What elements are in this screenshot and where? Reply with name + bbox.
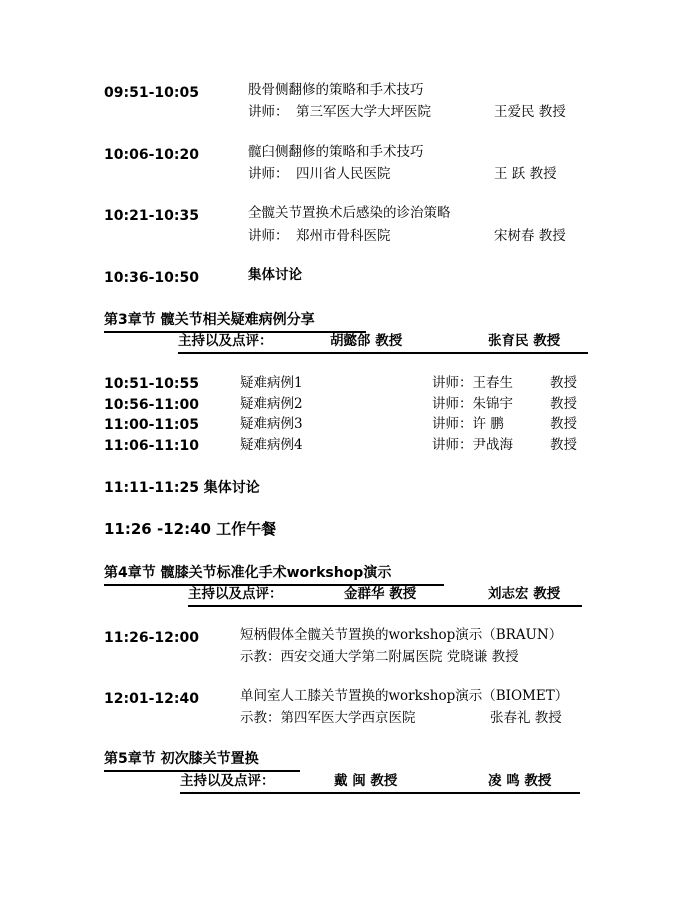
- host-name: 胡懿郃 教授: [330, 333, 403, 349]
- case-role: 教授: [550, 416, 577, 432]
- time-slot: 10:36-10:50: [104, 270, 199, 286]
- lunch-slot: 11:26 -12:40 工作午餐: [104, 520, 277, 538]
- time-slot: 12:01-12:40: [104, 691, 199, 707]
- discussion-label: 集体讨论: [248, 267, 302, 283]
- lecturer-label: 讲师：: [248, 228, 289, 244]
- talk-title: 髋臼侧翻修的策略和手术技巧: [248, 144, 424, 160]
- host-underline: [178, 352, 588, 354]
- lecturer-name: 王 跃 教授: [494, 166, 557, 182]
- case-role: 教授: [550, 375, 577, 391]
- case-title: 疑难病例1: [240, 375, 303, 391]
- workshop-title: 短柄假体全髋关节置换的workshop演示（BRAUN）: [240, 627, 563, 643]
- lecturer-org: 第三军医大学大坪医院: [296, 104, 431, 120]
- section-title: 第4章节 髋膝关节标准化手术workshop演示: [104, 565, 392, 581]
- lecturer-org: 郑州市骨科医院: [296, 228, 391, 244]
- discussion-slot: 11:11-11:25 集体讨论: [104, 480, 260, 496]
- host-label: 主持以及点评：: [178, 333, 273, 349]
- section-title-underline: [104, 770, 300, 772]
- case-title: 疑难病例4: [240, 437, 303, 453]
- workshop-demo-org: 示教：第四军医大学西京医院: [240, 710, 416, 726]
- host-name: 刘志宏 教授: [488, 586, 561, 602]
- case-lecturer: 讲师：许 鹏: [432, 416, 504, 432]
- lecturer-label: 讲师：: [248, 104, 289, 120]
- lecturer-org: 四川省人民医院: [296, 166, 391, 182]
- lecturer-name: 宋树春 教授: [494, 228, 566, 244]
- case-lecturer: 讲师：尹战海: [432, 437, 513, 453]
- host-label: 主持以及点评：: [180, 773, 275, 789]
- lecturer-label: 讲师：: [248, 166, 289, 182]
- talk-title: 股骨侧翻修的策略和手术技巧: [248, 82, 424, 98]
- time-slot: 10:56-11:00: [104, 397, 199, 413]
- host-name: 金群华 教授: [344, 586, 417, 602]
- case-lecturer: 讲师：王春生: [432, 375, 513, 391]
- lecturer-name: 王爱民 教授: [494, 104, 566, 120]
- case-lecturer: 讲师：朱锦宇: [432, 396, 513, 412]
- host-name: 张育民 教授: [488, 333, 561, 349]
- host-label: 主持以及点评：: [188, 586, 283, 602]
- time-slot: 10:06-10:20: [104, 147, 199, 163]
- section-title: 第5章节 初次膝关节置换: [104, 751, 259, 767]
- case-role: 教授: [550, 437, 577, 453]
- host-underline: [180, 792, 580, 794]
- host-name: 戴 闽 教授: [334, 773, 398, 789]
- workshop-title: 单间室人工膝关节置换的workshop演示（BIOMET）: [240, 688, 569, 704]
- workshop-demo-name: 张春礼 教授: [490, 710, 562, 726]
- time-slot: 10:51-10:55: [104, 376, 199, 392]
- case-title: 疑难病例3: [240, 416, 303, 432]
- host-underline: [188, 605, 582, 607]
- host-name: 凌 鸣 教授: [488, 773, 552, 789]
- time-slot: 10:21-10:35: [104, 208, 199, 224]
- section-title: 第3章节 髋关节相关疑难病例分享: [104, 312, 315, 328]
- time-slot: 11:26-12:00: [104, 630, 199, 646]
- time-slot: 09:51-10:05: [104, 85, 199, 101]
- case-role: 教授: [550, 396, 577, 412]
- time-slot: 11:06-11:10: [104, 438, 199, 454]
- case-title: 疑难病例2: [240, 396, 303, 412]
- time-slot: 11:00-11:05: [104, 417, 199, 433]
- talk-title: 全髋关节置换术后感染的诊治策略: [248, 205, 451, 221]
- workshop-demo: 示教：西安交通大学第二附属医院 党晓谦 教授: [240, 649, 519, 665]
